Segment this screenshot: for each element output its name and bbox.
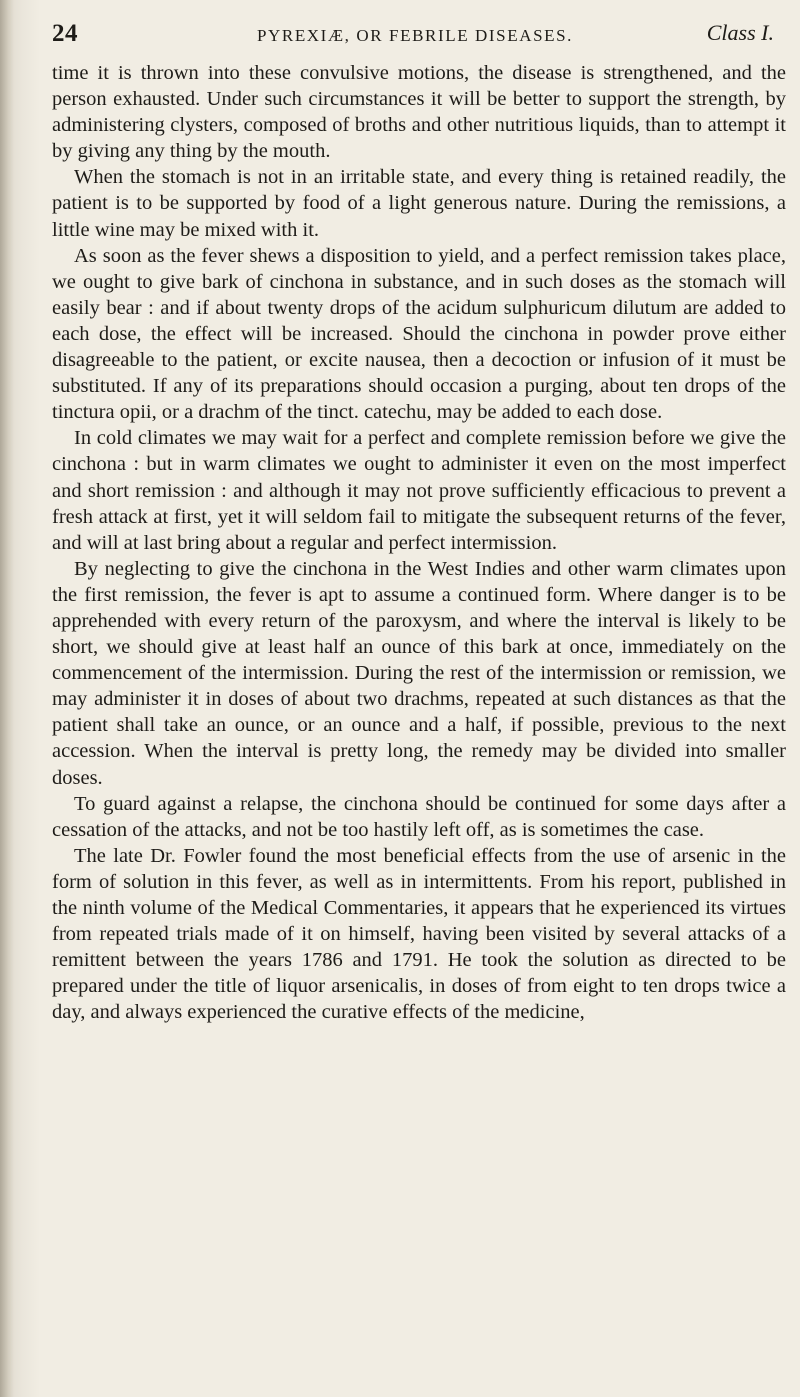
paragraph: In cold climates we may wait for a perfect and complete remission before we give the cinchona : but in warm climates we ought to administer it even on the most imperfect and short remission : and although it may not prove sufficiently efficacious to prevent a fresh attack at first, yet it will seldom fail to mitigate the subsequent returns of the fever, and will at last bring about a regular and perfect intermission. (52, 427, 786, 554)
paragraph: To guard against a relapse, the cinchona should be continued for some days after a cessation of the attacks, and not be too hastily left off, as is sometimes the case. (52, 792, 786, 841)
body-text (52, 60, 786, 1025)
class-label: Class I. (706, 20, 774, 45)
paragraph: As soon as the fever shews a disposition to yield, and a perfect remission takes place, we ought to give bark of cinchona in substance, and in such doses as the stomach will easily bear : and if about twenty drops of the acidum sulphuricum dilutum are added to each dose, the effect will be increased. Should the cinchona in powder prove either disagreeable to the patient, or excite nausea, then a decoction or infusion of it must be substituted. If any of its preparations should occasion a purging, about ten drops of the tinctura opii, or a drachm of the tinct. catechu, may be added to each dose. (52, 244, 786, 424)
page-header (52, 18, 778, 52)
paragraph: The late Dr. Fowler found the most beneficial effects from the use of arsenic in the form of solution in this fever, as well as in intermittents. From his report, published in the ninth volume of the Medical Commentaries, it appears that he experienced its virtues from repeated trials made of it on himself, having been visited by several attacks of a remittent between the years 1786 and 1791. He took the solution as directed to be prepared under the title of liquor arsenicalis, in doses of from eight to ten drops twice a day, and always experienced the curative effects of the medicine, (52, 844, 786, 1024)
paragraph: When the stomach is not in an irritable state, and every thing is retained readily, the patient is to be supported by food of a light generous nature. During the remissions, a little wine may be mixed with it. (52, 166, 786, 241)
paragraph: time it is thrown into these convulsive motions, the disease is strengthened, and the person exhausted. Under such circumstances it will be better to support the strength, by administering clysters, composed of broths and other nutritious liquids, than to attempt it by giving any thing by the mouth. (52, 62, 786, 163)
paragraph: By neglecting to give the cinchona in the West Indies and other warm climates upon the first remission, the fever is apt to assume a continued form. Where danger is to be apprehended with every return of the paroxysm, and where the interval is likely to be short, we should give at least half an ounce of this bark at once, immediately on the commencement of the intermission. During the rest of the intermission or remission, we may administer it in doses of about two drachms, repeated at such distances as that the patient shall take an ounce, or an ounce and a half, if possible, previous to the next accession. When the interval is pretty long, the remedy may be divided into smaller doses. (52, 557, 786, 789)
page-binding-shadow (0, 0, 14, 1397)
running-head: PYREXIÆ, OR FEBRILE DISEASES. (256, 26, 574, 45)
page-number: 24 (52, 20, 78, 47)
